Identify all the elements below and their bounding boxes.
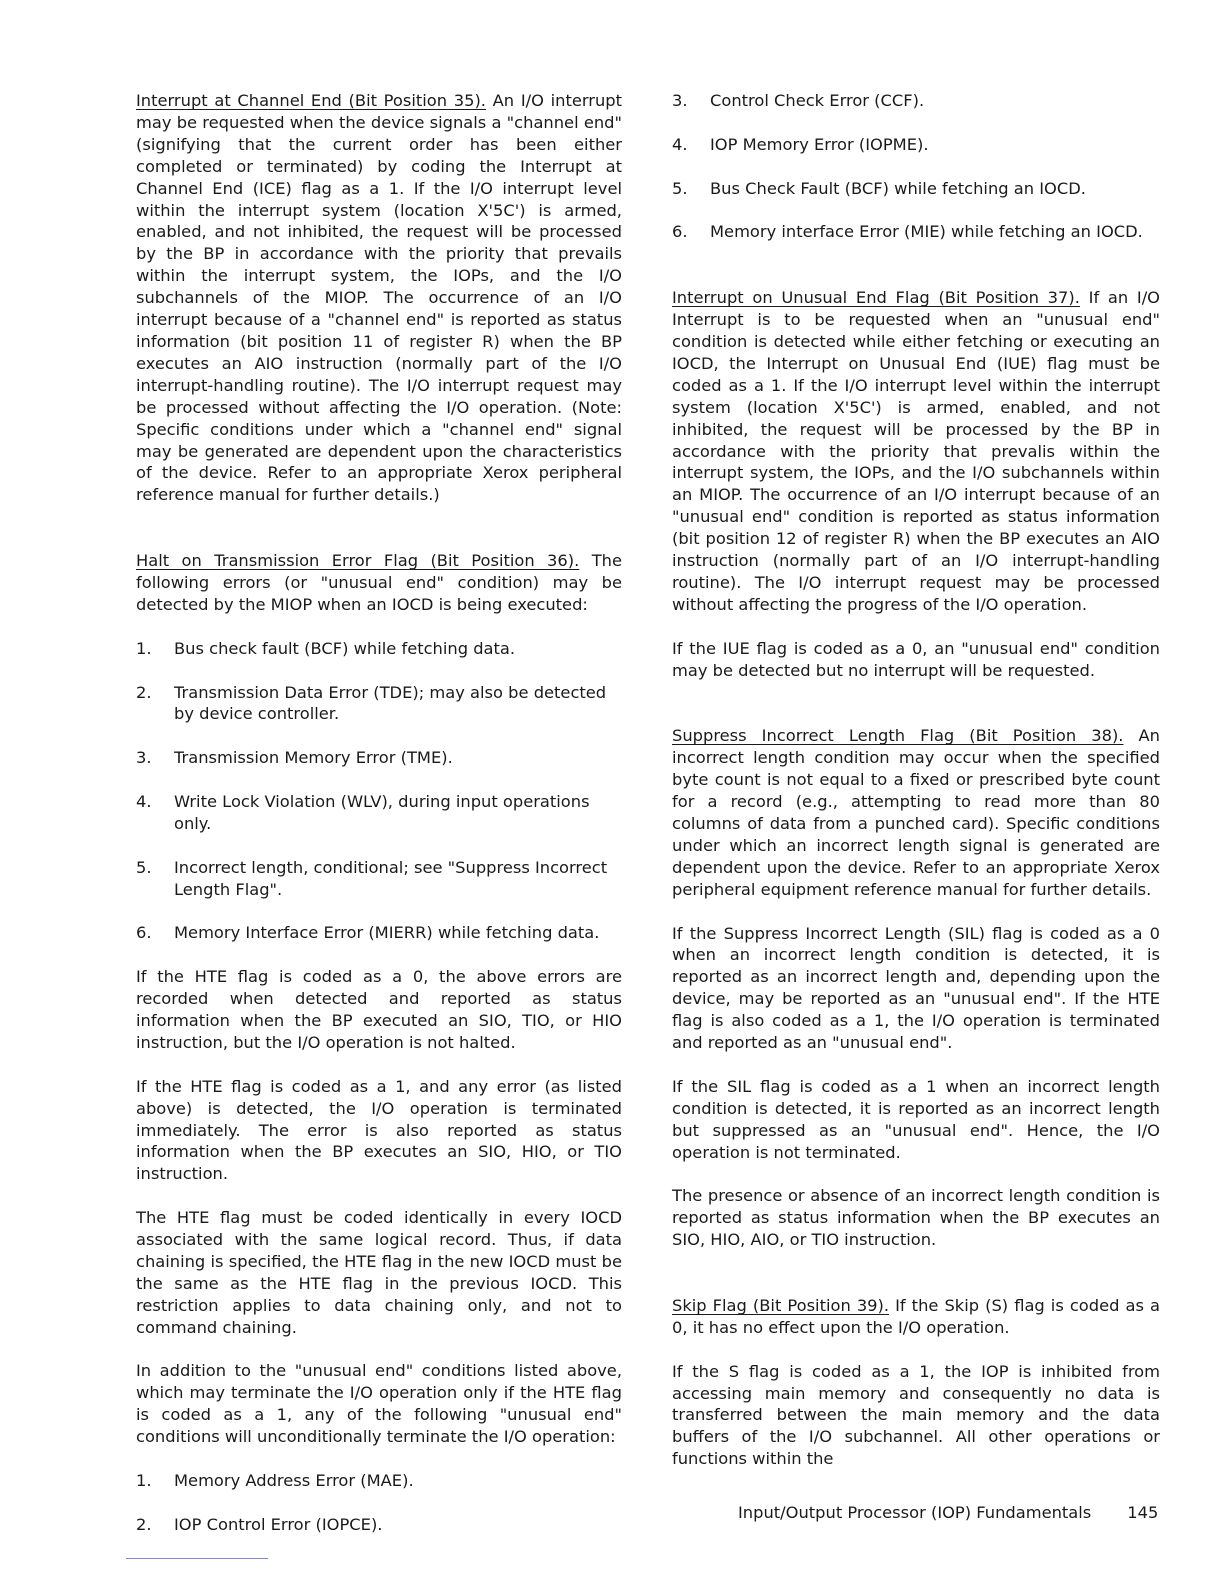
- list-item: 2. Transmission Data Error (TDE); may also be detected by device controller.: [136, 682, 607, 724]
- sil-heading: Suppress Incorrect Length Flag (Bit Position 38).: [672, 726, 1124, 746]
- ice-heading: Interrupt at Channel End (Bit Position 35).: [136, 91, 486, 110]
- left-column: [136, 90, 622, 1558]
- ice-text: An I/O interrupt may be requested when the device signals a "channel end" (signifying that the current order has been either completed or terminated) by coding the Interrupt at Channel End (ICE) flag as a 1. If the I/O interrupt level within the interrupt system (location X'5C') is armed, enabled, and not inhibited, the request will be processed by the BP in accordance with the priority that prevails within the interrupt system, the IOPs, and the I/O subchannels of the MIOP. The occurrence of an I/O interrupt because of a "channel end" is reported as status information (bit position 11 of register R) when the BP executes an AIO instruction (normally part of the I/O interrupt-handling routine). The I/O interrupt request may be processed without affecting the I/O operation. (Note: Specific conditions under which a "channel end" signal may be generated are dependent upon the characteristics of the device. Refer to an appropriate Xerox peripheral reference manual for further details.): [136, 91, 622, 505]
- presence-paragraph: The presence or absence of an incorrect length condition is reported as status information when the BP executes an SIO, HIO, AIO, or TIO instruction.: [672, 1186, 1160, 1250]
- iue0-paragraph: If the IUE flag is coded as a 0, an "unusual end" condition may be detected but no interrupt will be requested.: [672, 638, 1160, 680]
- list-item: 6. Memory interface Error (MIE) while fetching an IOCD.: [672, 222, 1143, 242]
- s1-paragraph: If the S flag is coded as a 1, the IOP is inhibited from accessing main memory and consequently no data is transferred between the main memory and the data buffers of the I/O subchannel. All other operations or functions within the: [672, 1361, 1160, 1469]
- footer-title: Input/Output Processor (IOP) Fundamentals: [738, 1503, 1092, 1522]
- list-item: 2. IOP Control Error (IOPCE).: [136, 1514, 383, 1534]
- list-item: 5. Bus Check Fault (BCF) while fetching an IOCD.: [672, 178, 1086, 198]
- sil-paragraph: [672, 725, 1160, 900]
- iue-paragraph: [672, 287, 1160, 616]
- right-column: [672, 90, 1160, 1492]
- skip-paragraph: [672, 1295, 1160, 1339]
- skip-text: If the Skip (S) flag is coded as a 0, it has no effect upon the I/O operation.: [672, 1295, 1160, 1337]
- list-item: 3. Control Check Error (CCF).: [672, 91, 925, 110]
- list-item: 3. Transmission Memory Error (TME).: [136, 748, 453, 768]
- list-item: 1. Memory Address Error (MAE).: [136, 1471, 414, 1490]
- footer-rule: [126, 1558, 268, 1559]
- addition-paragraph: In addition to the "unusual end" conditions listed above, which may terminate the I/O operation only if the HTE flag is coded as a 1, any of the following "unusual end" conditions will unconditionally terminate the I/O operation:: [136, 1361, 622, 1447]
- hte-paragraph: [136, 550, 622, 616]
- sil1-paragraph: If the SIL flag is coded as a 1 when an incorrect length condition is detected, it is reported as an incorrect length but suppressed as an "unusual end". Hence, the I/O operation is not terminated.: [672, 1076, 1160, 1162]
- hte1-paragraph: If the HTE flag is coded as a 1, and any error (as listed above) is detected, the I/O operation is terminated immediately. The error is also reported as status information when the BP executes an SIO, HIO, or TIO instruction.: [136, 1076, 622, 1184]
- sil-text: An incorrect length condition may occur when the specified byte count is not equal to a fixed or prescribed byte count for a record (e.g., attempting to read more than 80 columns of data from a punched card). Specific conditions under which an incorrect length signal is generated are dependent upon the device. Refer to an appropriate Xerox peripheral equipment reference manual for further details.: [672, 726, 1160, 899]
- page-footer: [738, 1502, 1158, 1524]
- hte-identical-paragraph: The HTE flag must be coded identically in every IOCD associated with the same logical record. Thus, if data chaining is specified, the HTE flag in the new IOCD must be the same as the HTE flag in the previous IOCD. This restriction applies to data chaining only, and not to command chaining.: [136, 1208, 622, 1337]
- skip-heading: Skip Flag (Bit Position 39).: [672, 1295, 890, 1315]
- list-item: 1. Bus check fault (BCF) while fetching data.: [136, 638, 516, 658]
- hte0-paragraph: If the HTE flag is coded as a 0, the above errors are recorded when detected and reported as status information when the BP executed an SIO, TIO, or HIO instruction, but the I/O operation is not halted.: [136, 967, 622, 1052]
- sil0-paragraph: If the Suppress Incorrect Length (SIL) flag is coded as a 0 when an incorrect length condition is detected, it is reported as an incorrect length and, depending upon the device, may be reported as an "unusual end". If the HTE flag is also coded as a 1, the I/O operation is terminated and reported as an "unusual end".: [672, 923, 1160, 1053]
- list-item: 4. Write Lock Violation (WLV), during input operations only.: [136, 792, 590, 833]
- ice-paragraph: [136, 90, 622, 506]
- list-item: 4. IOP Memory Error (IOPME).: [672, 134, 929, 154]
- page-number: 145: [1127, 1503, 1159, 1522]
- iue-heading: Interrupt on Unusual End Flag (Bit Position 37).: [672, 288, 1080, 308]
- list-item: 6. Memory Interface Error (MIERR) while fetching data.: [136, 923, 600, 943]
- list-item: 5. Incorrect length, conditional; see "Suppress Incorrect Length Flag".: [136, 857, 608, 899]
- iue-text: If an I/O Interrupt is to be requested when an "unusual end" condition is detected while either fetching or executing an IOCD, the Interrupt on Unusual End (IUE) flag must be coded as a 1. If the I/O interrupt level within the interrupt system (location X'5C') is armed, enabled, and not inhibited, the request will be processed by the BP in accordance with the priority that prevalis within the interrupt system, the IOPs, and the I/O subchannels within an MIOP. The occurrence of an I/O interrupt because of an "unusual end" condition is reported as status information (bit position 12 of register R) when the BP executes an AIO instruction (normally part of an I/O interrupt-handling routine). The I/O interrupt request may be processed without affecting the progress of the I/O operation.: [672, 288, 1160, 614]
- hte-heading: Halt on Transmission Error Flag (Bit Position 36).: [136, 551, 580, 571]
- hte-text: The following errors (or "unusual end" condition) may be detected by the MIOP when an IOCD is being executed:: [136, 551, 622, 614]
